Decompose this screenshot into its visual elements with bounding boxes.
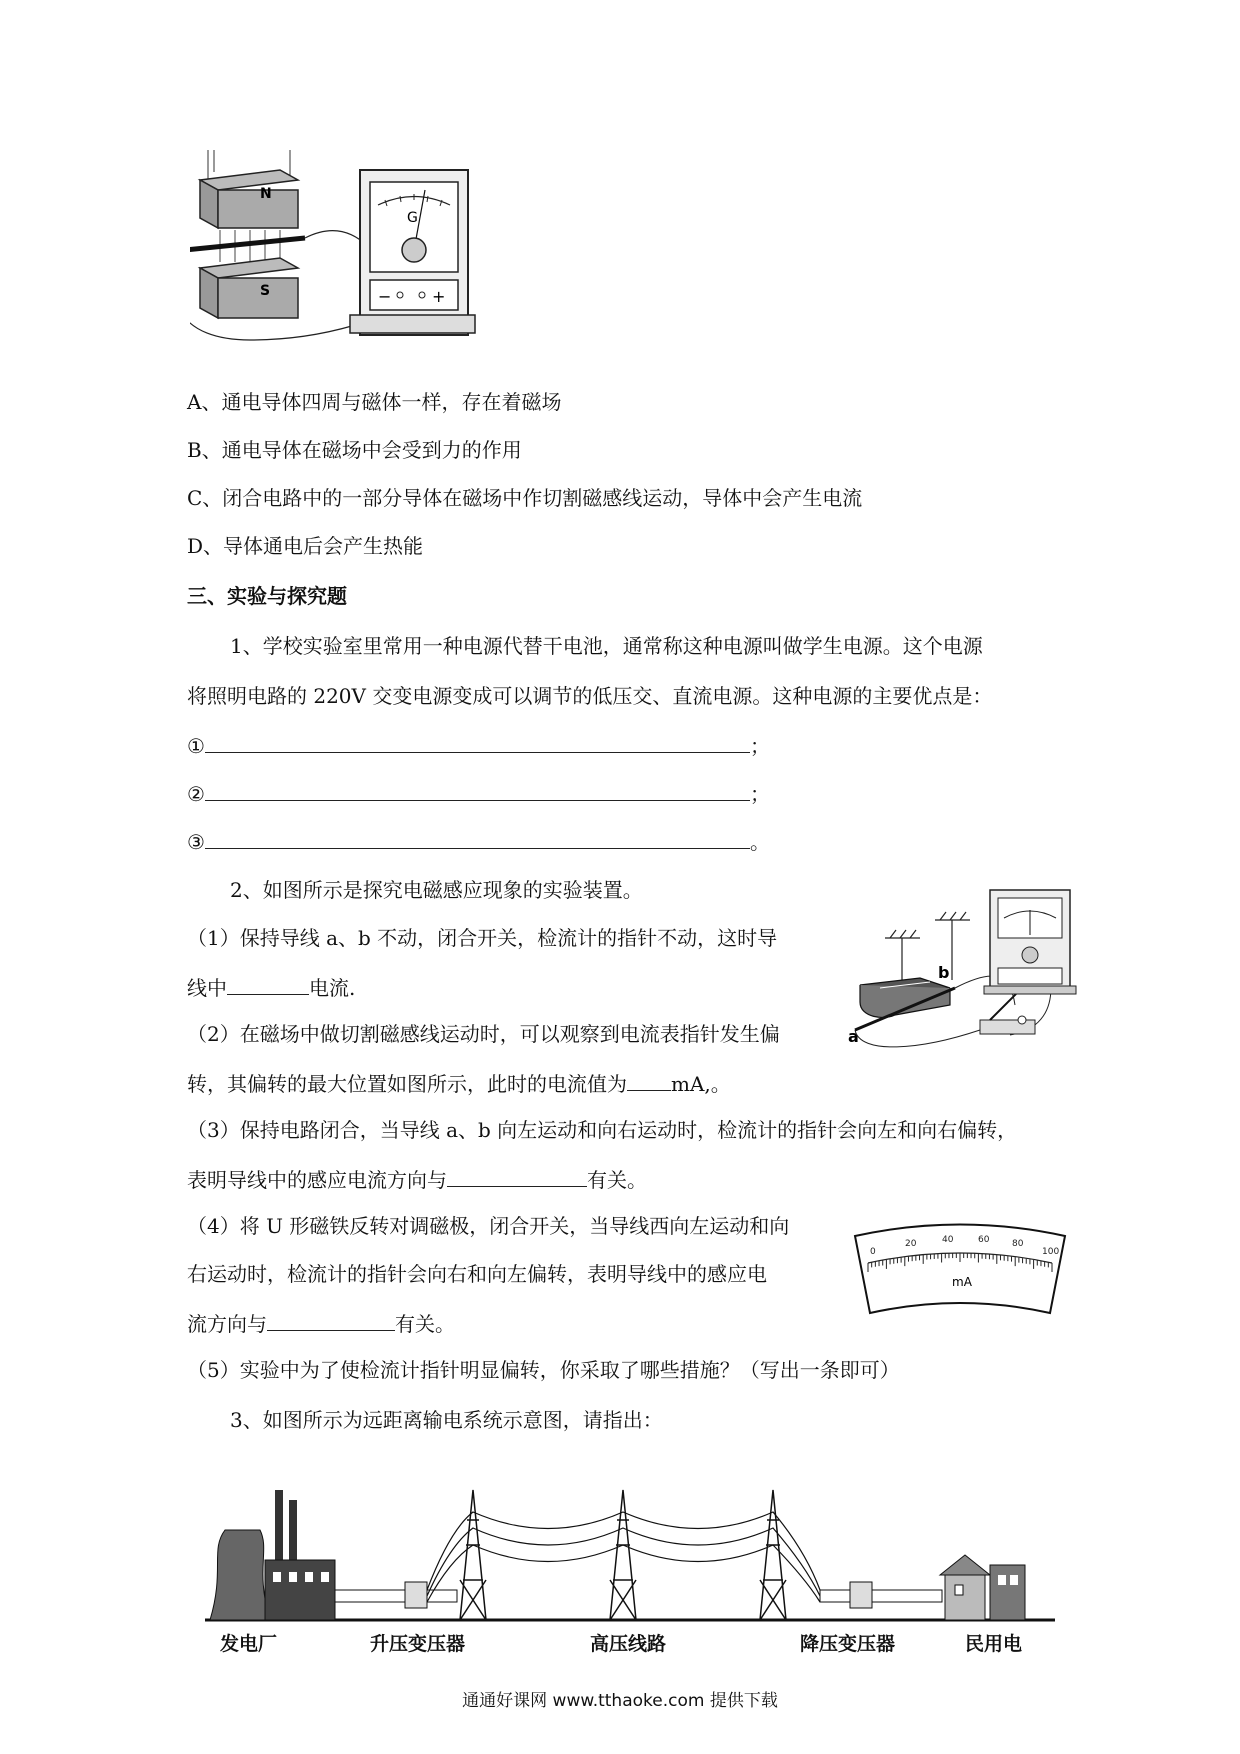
item-marker: ② bbox=[187, 782, 205, 806]
text: 线中 bbox=[187, 976, 227, 1000]
item-marker: ③ bbox=[187, 830, 205, 854]
label-a: a bbox=[848, 1027, 859, 1046]
label-residential-power: 民用电 bbox=[965, 1633, 1023, 1655]
tick-label: 60 bbox=[978, 1235, 990, 1245]
item-marker: ① bbox=[187, 734, 205, 758]
label-b: b bbox=[938, 963, 950, 982]
label-step-up-transformer: 升压变压器 bbox=[370, 1633, 466, 1655]
answer-blank[interactable] bbox=[205, 826, 750, 849]
g-label: G bbox=[407, 210, 418, 226]
s-pole-label: S bbox=[260, 283, 271, 299]
figure-power-transmission bbox=[205, 1450, 1055, 1660]
option-d: D、导体通电后会产生热能 bbox=[187, 534, 424, 558]
tick-label: 20 bbox=[905, 1239, 917, 1249]
option-c: C、闭合电路中的一部分导体在磁场中作切割磁感线运动，导体中会产生电流 bbox=[187, 486, 863, 510]
figure-magnet-galvanometer bbox=[190, 150, 540, 380]
tick-label: 0 bbox=[870, 1247, 876, 1257]
q2-p4-line1: （4）将 U 形磁铁反转对调磁极，闭合开关，当导线西向左运动和向 bbox=[187, 1214, 790, 1238]
option-b: B、通电导体在磁场中会受到力的作用 bbox=[187, 438, 522, 462]
label-high-voltage-line: 高压线路 bbox=[590, 1633, 667, 1655]
q2-p3-line2 bbox=[187, 1164, 647, 1194]
answer-blank[interactable] bbox=[227, 972, 309, 995]
figure-induction-apparatus bbox=[840, 880, 1080, 1055]
text: 有关。 bbox=[395, 1312, 455, 1336]
text: 电流. bbox=[309, 976, 356, 1000]
text: 转，其偏转的最大位置如图所示，此时的电流值为 bbox=[187, 1072, 627, 1096]
figure-meter-scale bbox=[850, 1218, 1070, 1328]
minus-terminal: − bbox=[378, 287, 392, 306]
tick-label: 80 bbox=[1012, 1239, 1024, 1249]
q1-line2: 将照明电路的 220V 交变电源变成可以调节的低压交、直流电源。这种电源的主要优点是： bbox=[187, 684, 993, 708]
q1-item-1 bbox=[187, 730, 770, 760]
option-a: A、通电导体四周与磁体一样，存在着磁场 bbox=[187, 390, 562, 414]
q2-p5: （5）实验中为了使检流计指针明显偏转，你采取了哪些措施？（写出一条即可） bbox=[187, 1358, 900, 1382]
plus-terminal: + bbox=[432, 287, 446, 306]
q2-p4-line2: 右运动时，检流计的指针会向右和向左偏转，表明导线中的感应电 bbox=[187, 1262, 767, 1286]
item-end: 。 bbox=[749, 830, 770, 854]
text: 有关。 bbox=[587, 1168, 647, 1192]
text: 表明导线中的感应电流方向与 bbox=[187, 1168, 447, 1192]
q1-item-3 bbox=[187, 826, 770, 856]
item-end: ； bbox=[749, 734, 770, 758]
answer-blank[interactable] bbox=[205, 778, 750, 801]
item-end: ； bbox=[749, 782, 770, 806]
tick-label: 40 bbox=[942, 1235, 954, 1245]
q2-p1-line2 bbox=[187, 972, 355, 1002]
answer-blank[interactable] bbox=[447, 1164, 587, 1187]
section-title: 三、实验与探究题 bbox=[187, 584, 347, 608]
text: mA,。 bbox=[671, 1072, 731, 1096]
q2-p2-line2 bbox=[187, 1068, 731, 1098]
page-footer: 通通好课网 www.tthaoke.com 提供下载 bbox=[462, 1691, 778, 1711]
label-power-plant: 发电厂 bbox=[220, 1633, 278, 1655]
q2-intro: 2、如图所示是探究电磁感应现象的实验装置。 bbox=[230, 878, 643, 902]
text: 流方向与 bbox=[187, 1312, 267, 1336]
label-step-down-transformer: 降压变压器 bbox=[800, 1633, 896, 1655]
answer-blank[interactable] bbox=[267, 1308, 395, 1331]
q2-p4-line3 bbox=[187, 1308, 455, 1338]
q1-item-2 bbox=[187, 778, 770, 808]
q1-line1: 1、学校实验室里常用一种电源代替干电池，通常称这种电源叫做学生电源。这个电源 bbox=[230, 634, 983, 658]
meter-unit: mA bbox=[952, 1275, 972, 1289]
answer-blank[interactable] bbox=[205, 730, 750, 753]
tick-label: 100 bbox=[1042, 1247, 1060, 1257]
q3-intro: 3、如图所示为远距离输电系统示意图，请指出： bbox=[230, 1408, 663, 1432]
q2-p1-line1: （1）保持导线 a、b 不动，闭合开关，检流计的指针不动，这时导 bbox=[187, 926, 778, 950]
n-pole-label: N bbox=[260, 186, 272, 202]
q2-p3-line1: （3）保持电路闭合，当导线 a、b 向左运动和向右运动时，检流计的指针会向左和向右偏转， bbox=[187, 1118, 1018, 1142]
answer-blank[interactable] bbox=[627, 1068, 671, 1091]
q2-p2-line1: （2）在磁场中做切割磁感线运动时，可以观察到电流表指针发生偏 bbox=[187, 1022, 780, 1046]
